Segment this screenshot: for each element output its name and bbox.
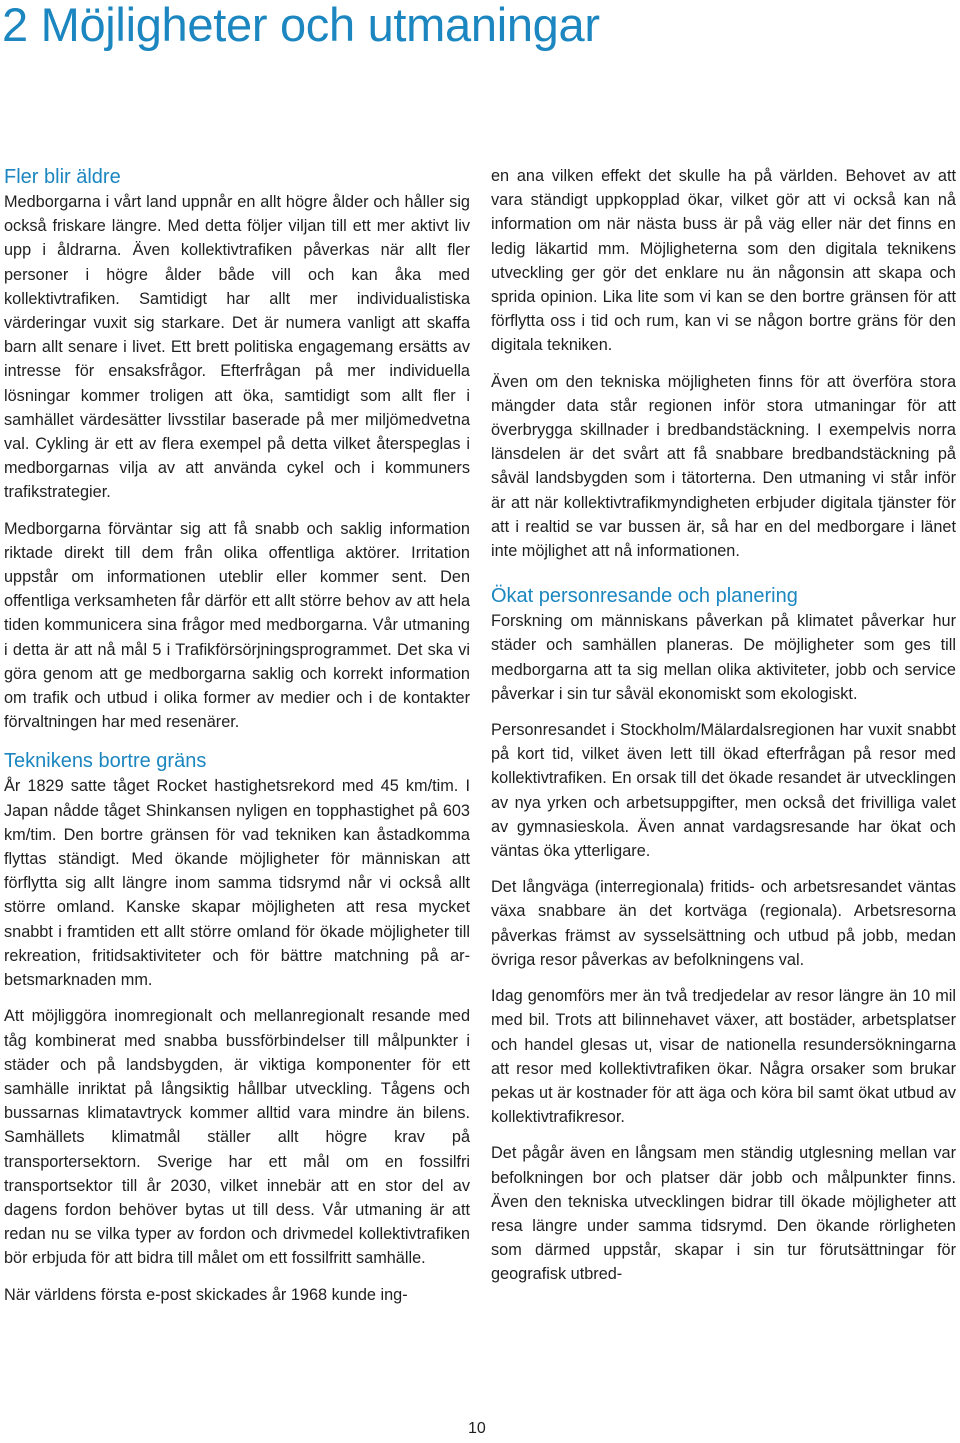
paragraph: Personresandet i Stockholm/Mälardalsregionen har vuxit snabbt på kort tid, vilket även lett till ökad efterfrågan på resor med kollektivtrafiken. En orsak till det ökade resandet är utvecklingen av nya yrken och arbetsuppgifter, men också det frivilliga valet av gymnasieskola. Även annat vardagsresande har ökat och väntas öka ytterligare. [491, 721, 956, 861]
paragraph: Idag genomförs mer än två tredjedelar av resor längre än 10 mil med bil. Trots att bilinnehavet växer, att bostäder, arbetsplatser och handel glesas ut, visar de nationella resundersökningarna att resor med kollektivtrafiken ökar. Några orsaker som brukar pekas ut är kostnader för att äga och köra bil samt ökat utbud av kollektivtrafikresor. [491, 987, 956, 1127]
page-number: 10 [468, 1420, 486, 1437]
paragraph: Även om den tekniska möjligheten finns för att överföra stora mängder data står regionen inför stora utmaningar för att överbrygga skillnader i bredbandstäckning. I exempelvis norra länsdelen är det svårt att få snabbare bredbandstäckning på såväl landsbygden som i tätorterna. Den utmaning vi står inför är att när kollektivtrafikmyndigheten erbjuder digitala tjänster för att i realtid se var bussen är, så har en del medborgare i länet inte möjlighet att nå informationen. [491, 372, 956, 561]
section-heading-teknikens-bortre-grans: Teknikens bortre gräns [4, 750, 207, 773]
paragraph: År 1829 satte tåget Rocket hastighetsrekord med 45 km/tim. I Japan nådde tåget Shinkansen nyligen en topphastighet på 603 km/tim. Den bortre gränsen för vad tekniken kan åstadkomma flyttas ständigt. Med ökande möjligheter för människan att förflytta sig allt längre inom samma tidsrymd når vi också allt större omland. Kanske skapar möjligheten att resa mycket snabbt i framtiden ett allt större omland för ökade möjligheter till rekreation, fritidsaktiviteter och för bättre matchning på arbetsmarknaden mm. [4, 777, 470, 990]
paragraph: Forskning om människans påverkan på klimatet påverkar hur städer och samhällen planeras. De möjligheter som ges till medborgarna att ta sig mellan olika aktiviteter, jobb och service påverkar i sin tur såväl ekonomiskt som ekologiskt. [491, 612, 956, 703]
paragraph: När världens första e-post skickades år 1968 kunde ing- [4, 1285, 408, 1304]
left-column [4, 164, 470, 1307]
paragraph: Medborgarna förväntar sig att få snabb och saklig information riktade direkt till dem från olika offentliga aktörer. Irritation uppstår om informationen uteblir eller kommer sent. Den offentliga verksamheten får därför ett allt större behov av att hela tiden kommunicera sina frågor med medborgarna. Vår utmaning i detta är att nå mål 5 i Trafikförsörjningsprogrammet. Det ska vi göra genom att ge medborgarna saklig och korrekt information om trafik och utbud i olika former av medier och i de kontakter förvaltningen har med resenärer. [4, 519, 470, 732]
right-column [491, 164, 956, 1299]
paragraph: en ana vilken effekt det skulle ha på världen. Behovet av att vara ständigt uppkopplad ökar, vilket gör att vi också kan nå information om när nästa buss är på väg eller när det finns en ledig läkartid mm. Möjligheterna som den digitala teknikens utveckling ger gör det enklare nu än någonsin att skapa och sprida opinion. Lika lite som vi kan se den bortre gränsen för att förflytta oss i tid och rum, kan vi se någon bortre gräns för den digitala tekniken. [491, 167, 956, 355]
paragraph: Medborgarna i vårt land uppnår en allt högre ålder och håller sig också friskare längre. Med detta följer viljan till ett mer aktivt liv upp i åldrarna. Även kollektivtrafiken påverkas när allt fler personer i högre ålder både vill och kan åka med kollektivtrafiken. Samtidigt har allt mer individualistiska värderingar vuxit sig starkare. Det är numera vanligt att skaffa barn allt senare i livet. Ett brett politiska engagemang ersätts av intresse för ensaksfrågor. Efterfrågan på mer individuella lösningar kommer troligen att öka, samtidigt som allt fler i samhället värdesätter livsstilar baserade på mer miljömedvetna val. Cykling är ett av flera exempel på detta vilket återspeglas i medborgarnas vilja av att använda cykel och i kommuners trafikstrategier. [4, 193, 470, 502]
paragraph: Det pågår även en långsam men ständig utglesning mellan var befolkningen bor och platser där jobb och målpunkter finns. Även den tekniska utvecklingen bidrar till ökade möjligheter att resa längre under samma tidsrymd. Den ökande rörligheten som därmed uppstår, skapar i sin tur förutsättningar för geografisk utbred- [491, 1144, 956, 1284]
paragraph: Det långväga (interregionala) fritids- och arbetsresandet väntas växa snabbare än det kortväga (regionala). Arbetsresorna påverkas främst av sysselsättning och utbud på jobb, medan övriga resor påverkas av befolkningens val. [491, 878, 956, 969]
section-heading-okat-personresande: Ökat personresande och planering [491, 585, 798, 608]
paragraph: Att möjliggöra inomregionalt och mellanregionalt resande med tåg kombinerat med snabba bussförbindelser till målpunkter i städer och på landsbygden, är viktiga komponenter för ett samhälle inriktat på långsiktig hållbar utveckling. Tågens och bussarnas klimatavtryck kommer alltid vara mindre än bilens. Samhällets klimatmål ställer allt högre krav på transportersektorn. Sverige har ett mål om en fossilfri transportsektor till år 2030, vilket innebär att en stor del av dagens fordon behöver bytas ut till dess. Vår utmaning är att redan nu se vilka typer av fordon och drivmedel kollektivtrafiken bör erbjuda för att bidra till målet om ett fossilfritt samhälle. [4, 1007, 470, 1268]
section-heading-fler-blir-aldre: Fler blir äldre [4, 166, 121, 188]
page-title: 2 Möjligheter och utmaningar [2, 0, 600, 51]
